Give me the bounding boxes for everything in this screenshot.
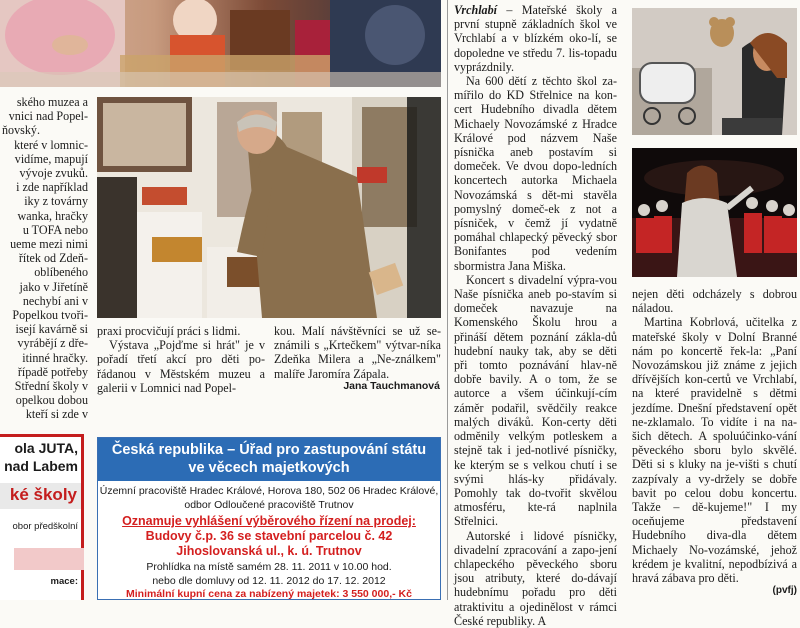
left-column-line: iky z továrny [24,194,88,209]
right-column-paragraph: nejen děti odcházely s dobrou náladou. [632,287,797,316]
article-paragraph: Koncert s divadelní výpra-vou Naše písnička aneb po-stavím si domeček navazuje na Komenského Školu hrou a přináší dětem poznání zákla-dů hudební nauky tak, aby se děti při tomto poznávání hlav-ně dobře bavily. A o tom, že se autorce a všem účinkují-cím záměr podařil, svědčily reakce malých diváků. Kon-certy děti odměnily velkým potleskem a stejně tak i jed-notlivé písničky, ke kterým se s velkou chutí i se svými hlás-ky přidávaly. Pomohly tak do-tvořit skvělou atmosféru, kte-rá naplnila Střelnici. [454,272,617,529]
photo-exhibition-man-image [97,97,441,318]
ad-address-line: Územní pracoviště Hradec Králové, Horova 180, 502 06 Hradec Králové, [99,485,439,497]
left-column-line: opelkou dobou [15,393,88,408]
school-ad-small: obor předškolní [12,521,78,532]
ad-property-line: Budovy č.p. 36 se stavební parcelou č. 42 [145,529,393,543]
left-column-line: kteří si zde v [25,407,88,422]
left-column-line: isejí kavárně si [15,322,88,337]
ad-viewing-line: nebo dle domluvy od 12. 11. 2012 do 17. 12. 2012 [152,574,386,587]
exhibition-byline: Jana Tauchmanová [343,380,440,392]
left-column-line: které v lomnic- [14,137,88,152]
left-column-line: oblíbeného [34,265,88,280]
school-ad-highlight [14,548,84,570]
exhibition-text-col1 [97,324,265,419]
photo-performer-teddy [632,8,797,135]
photo-museum-visitors-image [0,0,441,87]
left-column-line: itinné hračky. [22,350,88,365]
left-column-line: vývoje zvuků. [19,166,88,181]
photo-stage-choir [632,148,797,277]
left-column-text [0,95,88,422]
photo-exhibition-man [97,97,441,318]
school-ad-headline [0,483,81,509]
left-column-line: ňovský. [2,123,40,138]
ad-address-line: odbor Odloučené pracoviště Trutnov [184,498,354,511]
left-column-line: vyrábějí z dře- [17,336,88,351]
school-ad-headline-text: ké školy [9,485,77,504]
school-ad-line: nad Labem [4,458,78,474]
article-paragraph-lead [454,3,617,74]
article-column [454,3,617,628]
photo-museum-visitors [0,0,441,87]
left-column-line: u TOFA nebo [22,222,88,237]
photo-stage-choir-image [632,148,797,277]
left-column-line: i zde například [16,180,88,195]
article-paragraph: Na 600 dětí z těchto škol za-mířilo do KD Střelnice na kon-cert Hudebního divadla dětem Michaely Novozámské z Hradce Králové pod názvem Naše písnička aneb postavím si domeček. Ve dvou dopo-ledních koncertech autorka Michaela Novozámská s dět-mi stavěla pomyslný domeč-ek z not a písniček, v čemž jí vydatně pomáhal chlapecký pěvecký sbor Bonifantes pod vedením sbormistra Jana Miška. [454,74,617,273]
left-column-line: řítek od Zdeň- [18,251,88,266]
exhibition-caption-line: praxi procvičují práci s lidmi. [97,324,241,338]
photo-performer-teddy-image [632,8,797,135]
school-ad-fragment [0,434,84,600]
article-lead-text: – Mateřské školy a první stupně základních škol ve Vrchlabí a v blízkém oko-lí, se dopoledne ve středu 7. lis-topadu vyprázdnily. [454,3,617,74]
article-dateline: Vrchlabí [454,3,498,17]
left-column-line: wanka, hračky [17,208,88,223]
school-ad-small: mace: [50,576,78,587]
article-paragraph: Autorské i lidové písničky, divadelní zpracování a zapo-jení chlapeckého pěveckého sboru jsou atributy, které do-dávají hudebnímu pořadu pro děti atraktivitu a ojedinělost v rámci České republiky. A [454,528,617,628]
left-column-line: vidíme, mapují [14,151,88,166]
ad-heading: Česká republika – Úřad pro zastupování státu ve věcech majetkových [98,438,440,481]
exhibition-text-col2 [274,324,441,384]
ad-announcement: Oznamuje vyhlášení výběrového řízení na prodej: [122,514,416,528]
right-column [632,287,797,587]
property-sale-ad [97,437,441,600]
left-column-line: Střední školy v [14,379,88,394]
ad-property-line: Jihoslovanská ul., k. ú. Trutnov [176,544,362,558]
right-column-paragraph: Martina Kobrlová, učitelka z mateřské školy v Dolní Branné nám po koncertě řek-la: „Paní Novozámskou již známe z jejich dřívějších kon-certů ve Vrchlabí, na které pravidelně s dětmi jezdíme. Dnešní představení opět ne-zklamalo. To vidíte i na na-šich dětech. A spoluúčinko-vání pěveckého sboru bylo skvělé. Děti si s kluky na je-višti s chutí zazpívaly a vy-držely se dobře bavit po celou dobu koncertu. Takže – dě-kujeme!" I my oceňujeme představení Hudebního diva-dla dětem Michaely No-vozámské, jehož krédem je kvalitní, nepodbízivá a hravá zábava pro děti. [632,315,797,586]
ad-body [98,481,440,602]
exhibition-paragraph-cont: kou. Malí návštěvníci se už se-známili s „Krtečkem" výtvar-níka Zdeňka Milera a „Ne-ználkem" malíře Jaromíra Zápala. [274,324,441,381]
left-column-line: nechybí ani v [22,293,88,308]
ad-min-price: Minimální kupní cena za nabízený majetek: 3 550 000,- Kč [126,588,412,600]
left-column-line: ueme mezi nimi [10,237,88,252]
right-column-byline: (pvfj) [772,585,797,596]
ad-viewing-line: Prohlídka na místě samém 28. 11. 2011 v 10.00 hod. [146,561,392,573]
left-column-line: vnici nad Popel- [8,109,88,124]
school-ad-line: ola JUTA, [14,440,78,456]
left-column-line: jako v Jiřetíně [19,279,88,294]
column-divider [447,0,448,600]
left-column-line: ského muzea a [16,95,88,109]
left-column-line: řípadě potřeby [17,364,88,379]
exhibition-paragraph: Výstava „Pojďme si hrát" je v pořadí třetí akcí pro děti po-řádanou v Městském muzeu a galerii v Lomnici nad Popel- [97,338,265,395]
left-column-line: Popelkou tvoři- [12,308,88,323]
